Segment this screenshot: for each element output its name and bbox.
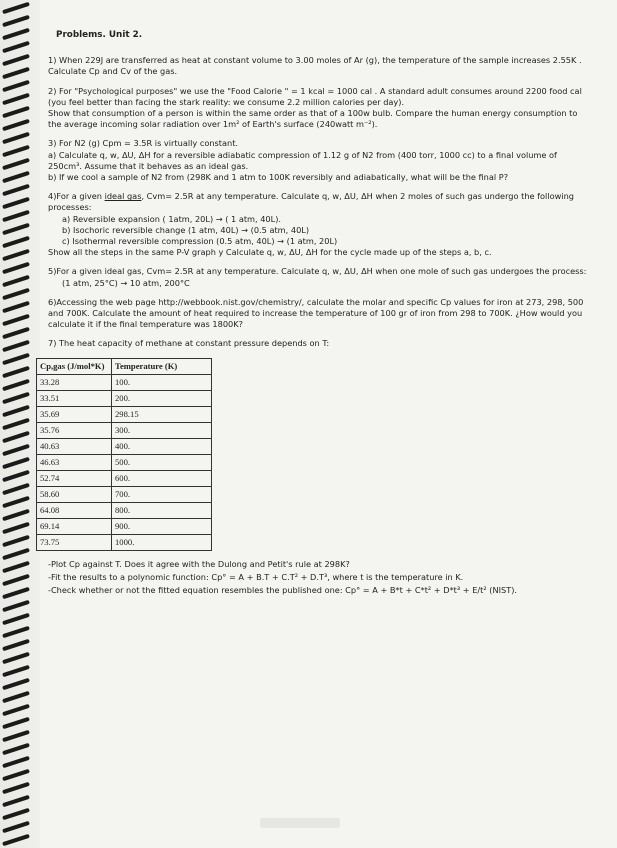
spiral-ring	[2, 379, 30, 391]
spiral-ring	[2, 548, 30, 560]
spiral-ring	[2, 223, 30, 235]
spiral-ring	[2, 106, 30, 118]
spiral-ring	[2, 613, 30, 625]
spiral-ring	[2, 405, 30, 417]
cell-cp: 64.08	[37, 502, 112, 518]
cell-temperature: 800.	[112, 502, 212, 518]
cell-cp: 33.51	[37, 390, 112, 406]
spiral-ring	[2, 314, 30, 326]
cell-cp: 69.14	[37, 518, 112, 534]
cell-temperature: 298.15	[112, 406, 212, 422]
table-row	[37, 470, 212, 486]
problem-sheet	[40, 30, 593, 598]
spiral-ring	[2, 782, 30, 794]
cell-cp: 58.60	[37, 486, 112, 502]
table-row	[37, 454, 212, 470]
spiral-ring	[2, 119, 30, 131]
cell-cp: 35.69	[37, 406, 112, 422]
table-row	[37, 438, 212, 454]
table-row	[37, 374, 212, 390]
cell-temperature: 500.	[112, 454, 212, 470]
spiral-ring	[2, 275, 30, 287]
spiral-ring	[2, 67, 30, 79]
table-row	[37, 534, 212, 550]
problem-4-number: 4)	[48, 191, 57, 202]
task-fit: -Fit the results to a polynomic function: Cp° = A + B.T + C.T² + D.T³, where t is the temperature in K.	[48, 571, 464, 582]
spiral-ring	[2, 665, 30, 677]
spiral-ring	[2, 795, 30, 807]
spiral-ring	[2, 626, 30, 638]
spiral-ring	[2, 80, 30, 92]
spiral-ring	[2, 678, 30, 690]
spiral-ring	[2, 340, 30, 352]
problem-1	[48, 55, 593, 77]
spiral-ring	[2, 652, 30, 664]
table-row	[37, 518, 212, 534]
spiral-ring	[2, 158, 30, 170]
task-plot: -Plot Cp against T. Does it agree with the Dulong and Petit's rule at 298K?	[48, 558, 350, 569]
spiral-ring	[2, 54, 30, 66]
spiral-ring	[2, 184, 30, 196]
problem-6-text: 6)Accessing the web page http://webbook.nist.gov/chemistry/, calculate the molar and specific Cp values for iron at 273, 298, 500 and 700K. Calculate the amount of heat required to increase the temperature of 100 gr of iron from 298 to 700K. ¿How would you calculate it if the final temperature was 1800K?	[48, 296, 584, 330]
spiral-ring	[2, 444, 30, 456]
spiral-ring	[2, 717, 30, 729]
spiral-ring	[2, 353, 30, 365]
spiral-ring	[2, 288, 30, 300]
spiral-ring	[2, 210, 30, 222]
spiral-ring	[2, 808, 30, 820]
table-header-row	[37, 358, 212, 374]
problem-7	[48, 338, 593, 349]
spiral-ring	[2, 509, 30, 521]
spiral-ring	[2, 171, 30, 183]
spiral-ring	[2, 470, 30, 482]
table-row	[37, 486, 212, 502]
spiral-binding	[0, 0, 40, 848]
tasks-list	[48, 559, 593, 597]
problem-4-part-a: a) Reversible expansion ( 1atm, 20L) → ( 1 atm, 40L).	[62, 213, 282, 224]
problem-2-text-a: 2) For "Psychological purposes" we use the "Food Calorie " = 1 kcal = 1000 cal . A standard adult consumes around 2200 food cal (you feel better than facing the stark reality: we consume 2.2 million calories per day).	[48, 85, 582, 107]
spiral-ring	[2, 366, 30, 378]
cell-cp: 52.74	[37, 470, 112, 486]
spiral-ring	[2, 743, 30, 755]
spiral-ring	[2, 639, 30, 651]
problem-4-text	[48, 191, 593, 213]
spiral-ring	[2, 535, 30, 547]
spiral-ring	[2, 522, 30, 534]
cell-temperature: 600.	[112, 470, 212, 486]
faded-stamp	[260, 818, 340, 828]
spiral-ring	[2, 132, 30, 144]
task-check: -Check whether or not the fitted equation resembles the published one: Cp° = A + B*t + C*t² + D*t³ + E/t² (NIST).	[48, 585, 517, 596]
problem-4-post: , Cvm= 2.5R at any temperature. Calculate q, w, ΔU, ΔH when 2 moles of such gas undergo the following processes:	[48, 191, 574, 213]
spiral-ring	[2, 730, 30, 742]
table-row	[37, 390, 212, 406]
spiral-ring	[2, 262, 30, 274]
problem-3-heading: 3) For N2 (g) Cpm = 3.5R is virtually constant.	[48, 138, 239, 149]
cell-cp: 35.76	[37, 422, 112, 438]
problem-4-part-c: c) Isothermal reversible compression (0.5 atm, 40L) → (1 atm, 20L)	[62, 236, 338, 247]
table-row	[37, 502, 212, 518]
spiral-ring	[2, 418, 30, 430]
spiral-ring	[2, 327, 30, 339]
spiral-ring	[2, 756, 30, 768]
cell-temperature: 700.	[112, 486, 212, 502]
problem-4-ideal-gas: ideal gas	[104, 191, 142, 202]
problem-3	[48, 138, 593, 183]
table-body	[37, 374, 212, 550]
spiral-ring	[2, 704, 30, 716]
spiral-ring	[2, 834, 30, 846]
cell-temperature: 100.	[112, 374, 212, 390]
spiral-ring	[2, 561, 30, 573]
table-row	[37, 406, 212, 422]
problem-3-part-b: b) If we cool a sample of N2 from (298K and 1 atm to 100K reversibly and adiabatically, what will be the final P?	[48, 172, 509, 183]
cell-cp: 40.63	[37, 438, 112, 454]
spiral-ring	[2, 769, 30, 781]
spiral-ring	[2, 301, 30, 313]
problem-4-part-b: b) Isochoric reversible change (1 atm, 40L) → (0.5 atm, 40L)	[62, 224, 310, 235]
cell-cp: 73.75	[37, 534, 112, 550]
spiral-ring	[2, 691, 30, 703]
problem-7-text: 7) The heat capacity of methane at constant pressure depends on T:	[48, 338, 330, 349]
problem-3-part-a: a) Calculate q, w, ΔU, ΔH for a reversible adiabatic compression of 1.12 g of N2 from (400 torr, 1000 cc) to a final volume of 250cm³. Assume that it behaves as an ideal gas.	[48, 149, 557, 171]
problem-4	[48, 191, 593, 258]
problem-4-pre: For a given	[56, 191, 105, 202]
spiral-ring	[2, 145, 30, 157]
problem-6	[48, 297, 593, 331]
spiral-ring	[2, 15, 30, 27]
spiral-ring	[2, 93, 30, 105]
cell-temperature: 300.	[112, 422, 212, 438]
cell-temperature: 200.	[112, 390, 212, 406]
spiral-ring	[2, 392, 30, 404]
cell-temperature: 1000.	[112, 534, 212, 550]
spiral-ring	[2, 496, 30, 508]
spiral-ring	[2, 236, 30, 248]
spiral-ring	[2, 457, 30, 469]
spiral-ring	[2, 574, 30, 586]
cell-cp: 33.28	[37, 374, 112, 390]
spiral-ring	[2, 587, 30, 599]
problem-4-footer: Show all the steps in the same P-V graph y Calculate q, w, ΔU, ΔH for the cycle made up of the steps a, b, c.	[48, 247, 492, 258]
problem-5-text: 5)For a given ideal gas, Cvm= 2.5R at any temperature. Calculate q, w, ΔU, ΔH when one mole of such gas undergoes the process:	[48, 266, 587, 277]
spiral-ring	[2, 821, 30, 833]
page-title: Problems. Unit 2.	[56, 30, 143, 40]
spiral-ring	[2, 483, 30, 495]
table-header-temperature: Temperature (K)	[112, 358, 212, 374]
spiral-ring	[2, 431, 30, 443]
cell-temperature: 400.	[112, 438, 212, 454]
spiral-ring	[2, 249, 30, 261]
cell-cp: 46.63	[37, 454, 112, 470]
table-header-cp: Cp,gas (J/mol*K)	[37, 358, 112, 374]
spiral-ring	[2, 2, 30, 14]
problem-1-text: 1) When 229J are transferred as heat at constant volume to 3.00 moles of Ar (g), the temperature of the sample increases 2.55K . Calculate Cp and Cv of the gas.	[48, 55, 582, 77]
methane-heat-capacity-table	[36, 358, 212, 551]
spiral-ring	[2, 41, 30, 53]
problem-5	[48, 266, 593, 288]
problem-5-process: (1 atm, 25°C) → 10 atm, 200°C	[62, 277, 190, 288]
cell-temperature: 900.	[112, 518, 212, 534]
spiral-ring	[2, 28, 30, 40]
table-row	[37, 422, 212, 438]
spiral-ring	[2, 197, 30, 209]
spiral-ring	[2, 600, 30, 612]
problem-2	[48, 86, 593, 131]
problem-2-text-b: Show that consumption of a person is within the same order as that of a 100w bulb. Compare the human energy consumption to the average incoming solar radiation over 1m² of Earth's surface (240watt m⁻²).	[48, 108, 578, 130]
